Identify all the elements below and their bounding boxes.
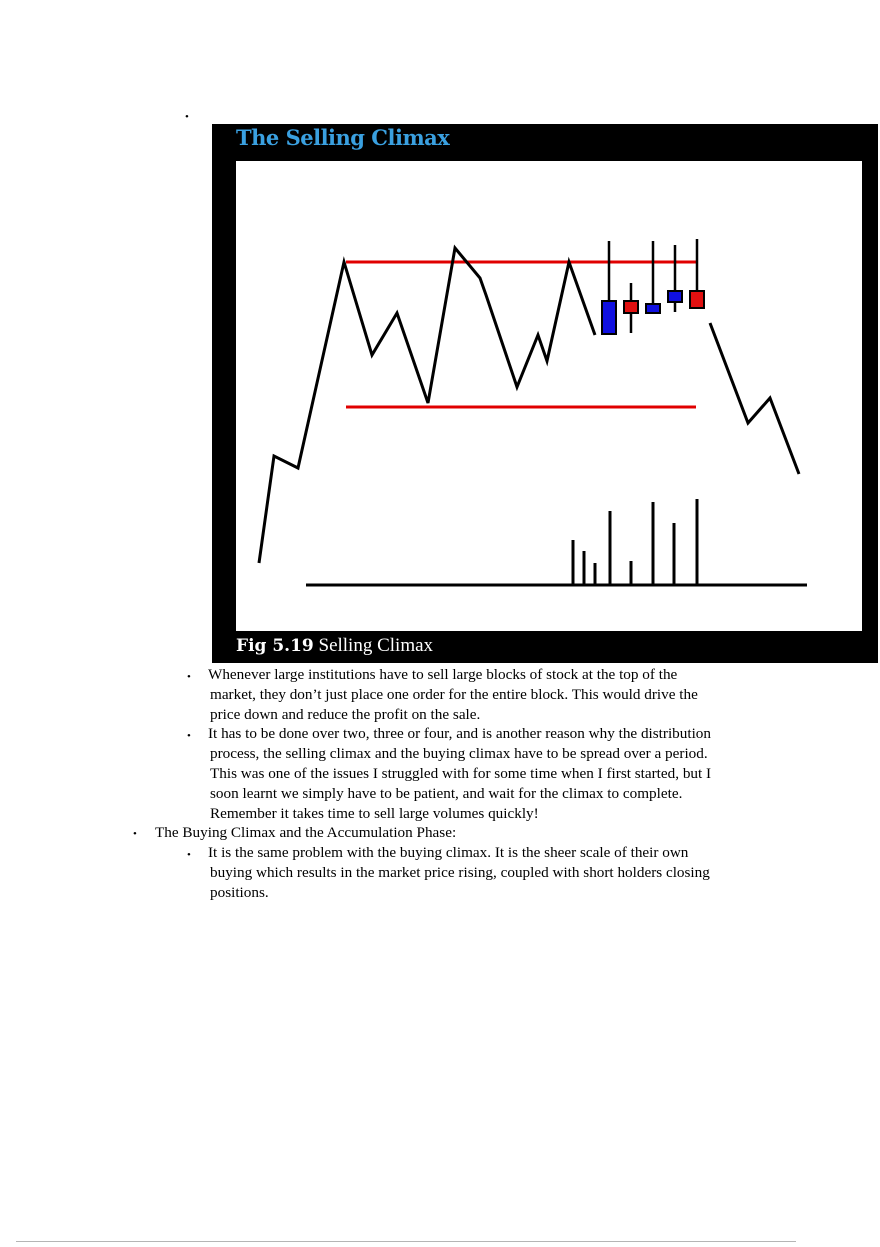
bullet: • [187, 671, 191, 683]
paragraph-2 [210, 724, 711, 824]
text-line: market, they don’t just place one order for the entire block. This would drive the [210, 686, 698, 703]
paragraph-1 [210, 665, 698, 725]
text-line: Whenever large institutions have to sell large blocks of stock at the top of the [208, 666, 678, 683]
bullet: • [187, 730, 191, 742]
bullet: • [185, 111, 189, 123]
text-line: positions. [210, 884, 269, 901]
text-line: Remember it takes time to sell large volumes quickly! [210, 805, 539, 822]
bullet: • [187, 849, 191, 861]
text-line: soon learnt we simply have to be patient, and wait for the climax to complete. [210, 785, 683, 802]
section-heading: The Buying Climax and the Accumulation Phase: [155, 824, 457, 841]
figure-caption: Fig 5.19 Selling Climax [236, 635, 434, 656]
text-line: It has to be done over two, three or four, and is another reason why the distribution [208, 725, 711, 742]
bullet: • [133, 828, 137, 840]
chart-illustration [236, 161, 862, 631]
text-line: buying which results in the market price rising, coupled with short holders closing [210, 864, 710, 881]
text-line: It is the same problem with the buying climax. It is the sheer scale of their own [208, 844, 689, 861]
chart-background [236, 161, 862, 631]
text-line: process, the selling climax and the buying climax have to be spread over a period. [210, 745, 708, 762]
paragraph-3 [210, 843, 710, 903]
selling-climax-figure [212, 124, 878, 663]
figure-title: The Selling Climax [236, 125, 450, 150]
text-line: price down and reduce the profit on the sale. [210, 706, 481, 723]
text-line: This was one of the issues I struggled with for some time when I first started, but I [210, 765, 712, 782]
footer-rule [16, 1241, 796, 1242]
